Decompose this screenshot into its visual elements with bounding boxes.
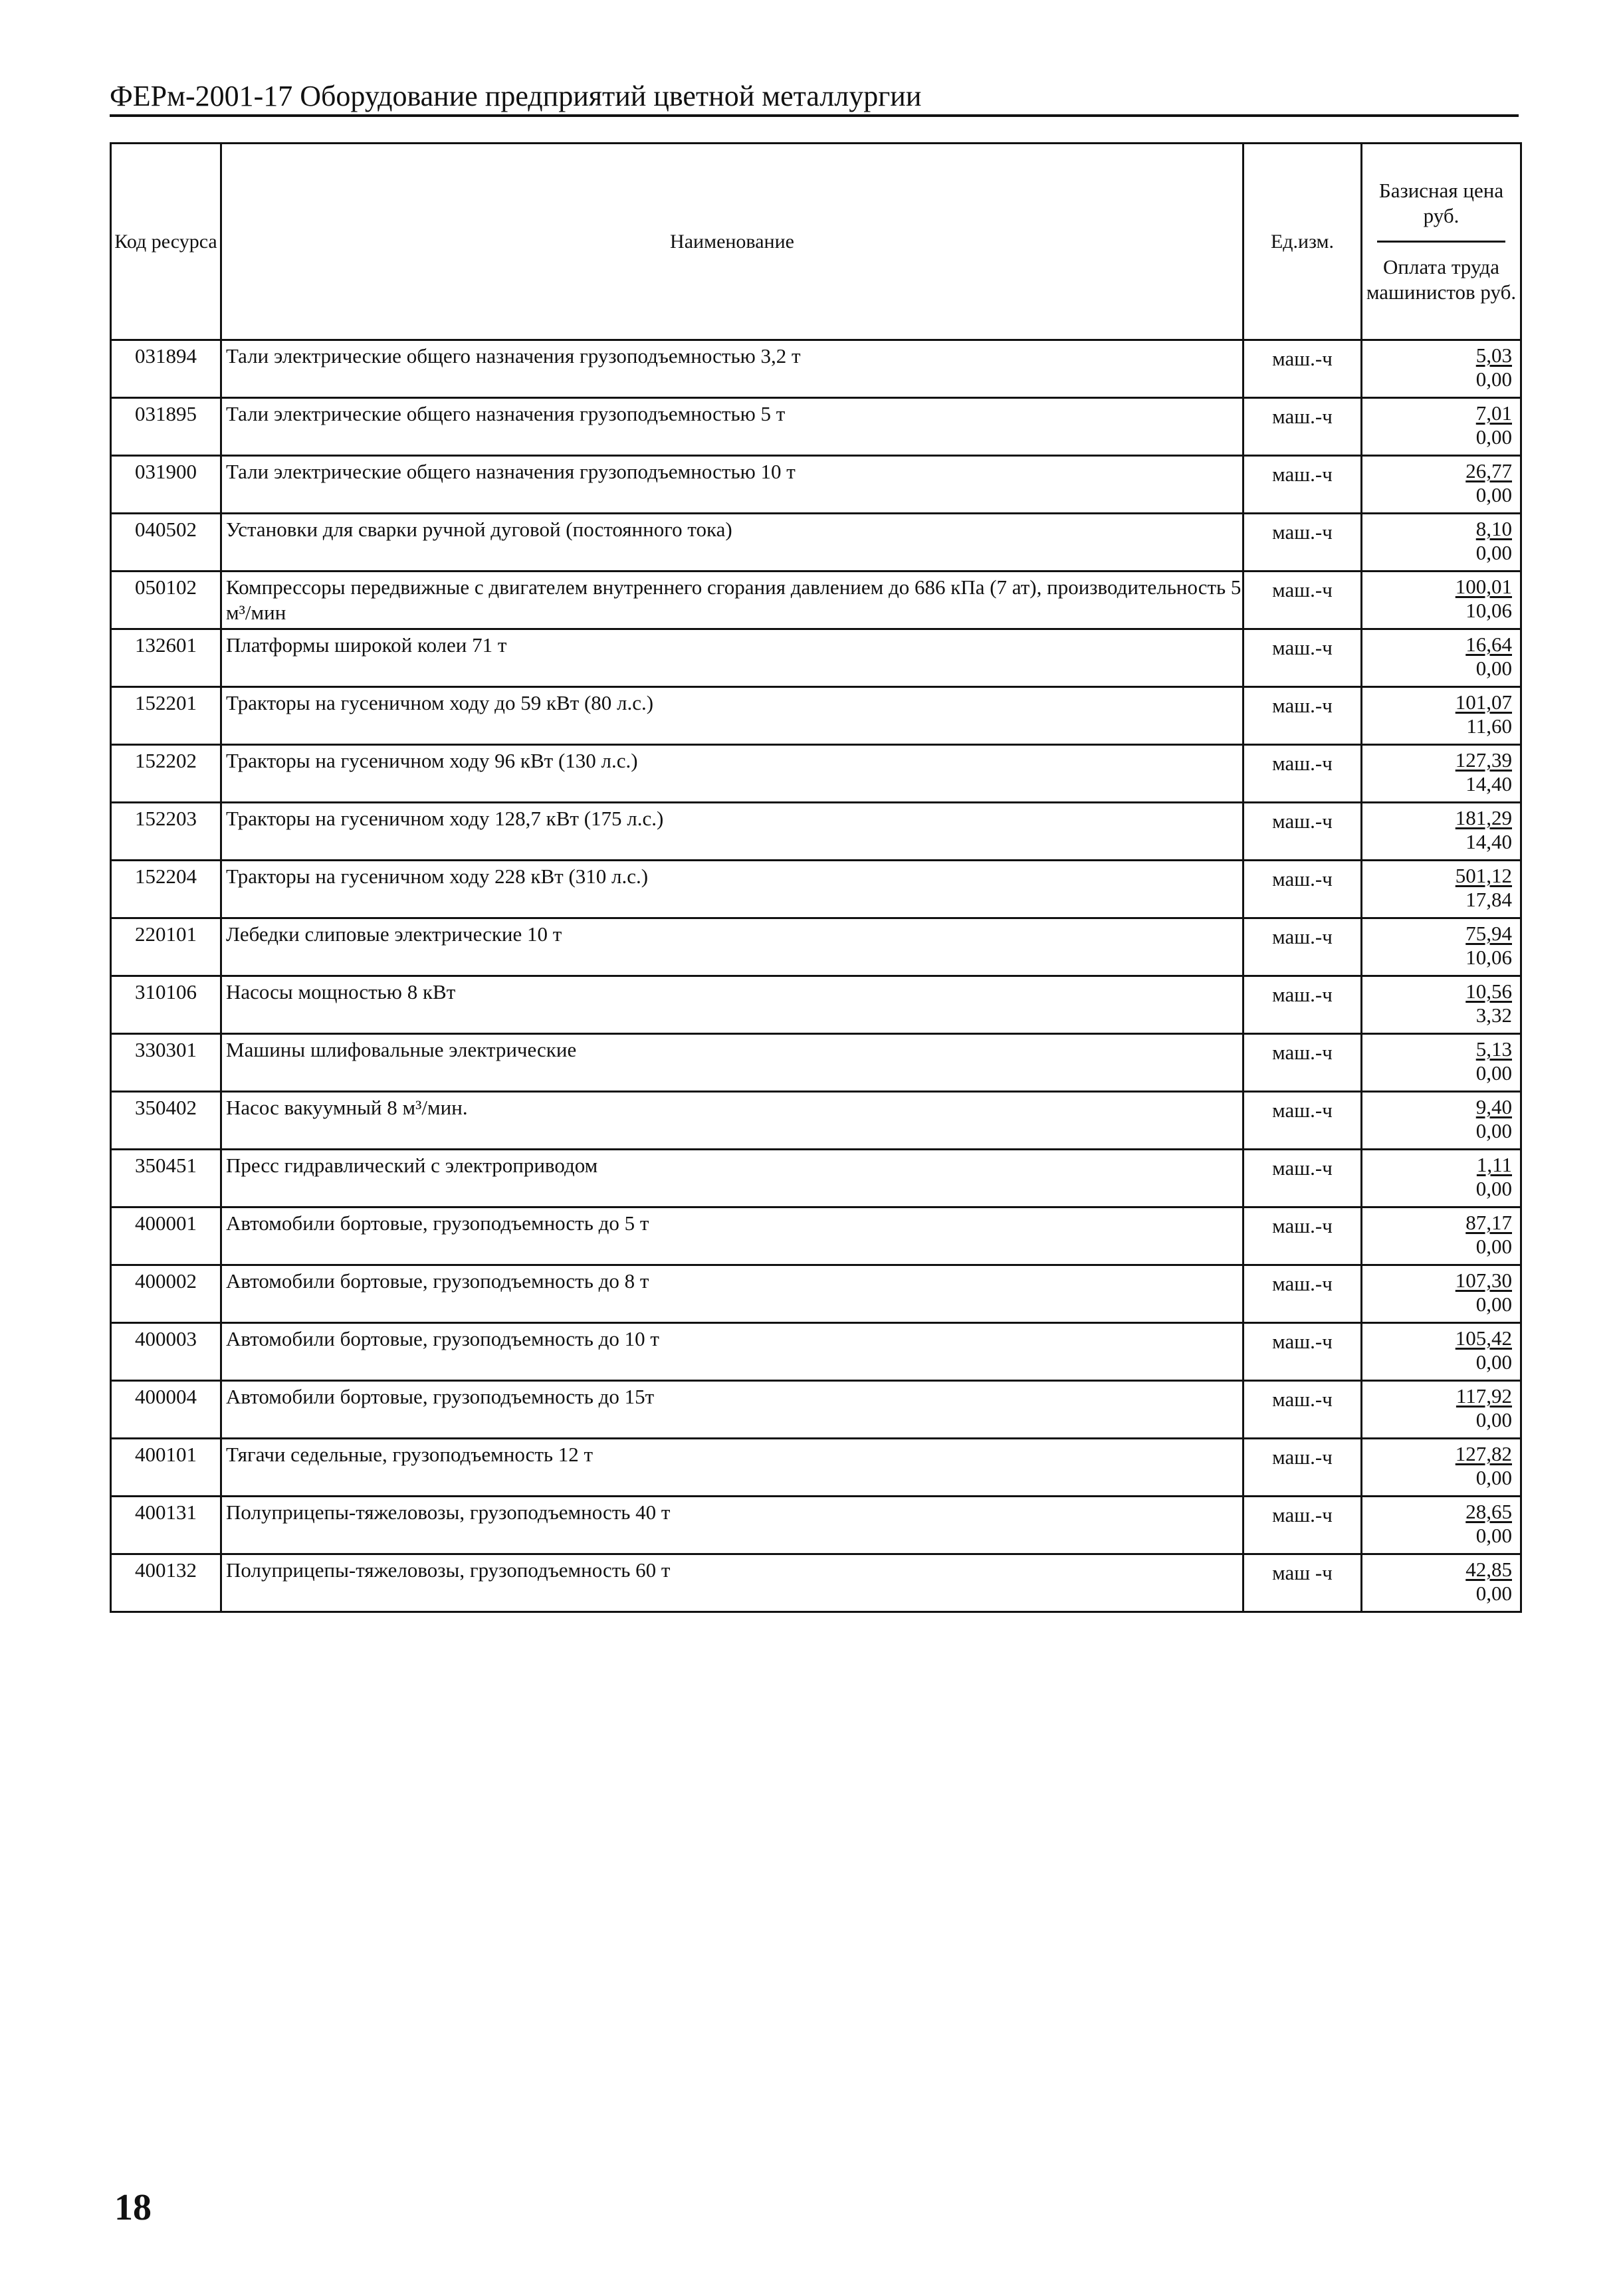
column-header-name: Наименование bbox=[221, 144, 1243, 340]
resource-unit: маш.-ч bbox=[1243, 1381, 1362, 1439]
base-price: 5,13 bbox=[1475, 1037, 1512, 1061]
resource-price-cell bbox=[1362, 1092, 1521, 1150]
resource-name: Полуприцепы-тяжеловозы, грузоподъемность 60 т bbox=[221, 1554, 1243, 1612]
base-price: 75,94 bbox=[1465, 922, 1512, 945]
base-price: 26,77 bbox=[1465, 459, 1512, 482]
resource-code: 400131 bbox=[111, 1497, 221, 1554]
resource-code: 031900 bbox=[111, 456, 221, 514]
table-row bbox=[111, 572, 1521, 629]
resource-price-cell bbox=[1362, 572, 1521, 629]
resource-price-cell bbox=[1362, 1439, 1521, 1497]
operator-pay: 0,00 bbox=[1475, 1408, 1512, 1431]
base-price: 42,85 bbox=[1465, 1558, 1512, 1581]
operator-pay: 0,00 bbox=[1475, 1524, 1512, 1547]
operator-pay: 11,60 bbox=[1466, 714, 1512, 738]
table-row bbox=[111, 1150, 1521, 1207]
base-price: 28,65 bbox=[1465, 1500, 1512, 1523]
table-row bbox=[111, 1381, 1521, 1439]
resource-price-cell bbox=[1362, 1323, 1521, 1381]
resource-unit: маш.-ч bbox=[1243, 803, 1362, 861]
resource-code: 031895 bbox=[111, 398, 221, 456]
table-row bbox=[111, 398, 1521, 456]
resource-name: Тракторы на гусеничном ходу 228 кВт (310 л.с.) bbox=[221, 861, 1243, 918]
resource-name: Полуприцепы-тяжеловозы, грузоподъемность 40 т bbox=[221, 1497, 1243, 1554]
table-row bbox=[111, 1323, 1521, 1381]
resource-price-cell bbox=[1362, 1497, 1521, 1554]
base-price: 87,17 bbox=[1465, 1211, 1512, 1234]
resource-code: 132601 bbox=[111, 629, 221, 687]
base-price: 1,11 bbox=[1476, 1153, 1512, 1176]
table-row bbox=[111, 687, 1521, 745]
resource-name: Тягачи седельные, грузоподъемность 12 т bbox=[221, 1439, 1243, 1497]
resource-unit: маш.-ч bbox=[1243, 1034, 1362, 1092]
resource-name: Насос вакуумный 8 м³/мин. bbox=[221, 1092, 1243, 1150]
column-header-unit: Ед.изм. bbox=[1243, 144, 1362, 340]
operator-pay: 10,06 bbox=[1465, 599, 1512, 622]
column-header-operator-pay: Оплата труда машинистов руб. bbox=[1366, 255, 1517, 304]
resource-price-cell bbox=[1362, 1150, 1521, 1207]
base-price: 501,12 bbox=[1455, 864, 1512, 887]
resource-unit: маш.-ч bbox=[1243, 1265, 1362, 1323]
resource-unit: маш.-ч bbox=[1243, 918, 1362, 976]
column-header-base-price: Базисная цена руб. bbox=[1377, 178, 1505, 243]
resource-unit: маш.-ч bbox=[1243, 745, 1362, 803]
resource-code: 220101 bbox=[111, 918, 221, 976]
base-price: 9,40 bbox=[1475, 1095, 1512, 1118]
base-price: 8,10 bbox=[1475, 517, 1512, 540]
resource-code: 031894 bbox=[111, 340, 221, 398]
document-header: ФЕРм-2001-17 Оборудование предприятий цветной металлургии bbox=[110, 80, 1519, 117]
resource-unit: маш.-ч bbox=[1243, 340, 1362, 398]
resource-code: 400132 bbox=[111, 1554, 221, 1612]
resource-unit: маш.-ч bbox=[1243, 456, 1362, 514]
operator-pay: 0,00 bbox=[1475, 367, 1512, 391]
base-price: 16,64 bbox=[1465, 633, 1512, 656]
column-header-price bbox=[1362, 144, 1521, 340]
resource-code: 400004 bbox=[111, 1381, 221, 1439]
table-row bbox=[111, 1034, 1521, 1092]
operator-pay: 0,00 bbox=[1475, 1235, 1512, 1258]
base-price: 127,82 bbox=[1455, 1442, 1512, 1465]
resource-unit: маш.-ч bbox=[1243, 687, 1362, 745]
resource-name: Автомобили бортовые, грузоподъемность до 8 т bbox=[221, 1265, 1243, 1323]
resource-name: Лебедки слиповые электрические 10 т bbox=[221, 918, 1243, 976]
resource-unit: маш.-ч bbox=[1243, 1439, 1362, 1497]
operator-pay: 0,00 bbox=[1475, 1582, 1512, 1605]
table-body bbox=[111, 340, 1521, 1612]
resource-name: Пресс гидравлический с электроприводом bbox=[221, 1150, 1243, 1207]
table-row bbox=[111, 803, 1521, 861]
resource-price-cell bbox=[1362, 918, 1521, 976]
resource-name: Насосы мощностью 8 кВт bbox=[221, 976, 1243, 1034]
resource-name: Тали электрические общего назначения грузоподъемностью 5 т bbox=[221, 398, 1243, 456]
resource-name: Платформы широкой колеи 71 т bbox=[221, 629, 1243, 687]
resource-unit: маш.-ч bbox=[1243, 1497, 1362, 1554]
resource-name: Автомобили бортовые, грузоподъемность до 5 т bbox=[221, 1207, 1243, 1265]
resource-name: Тракторы на гусеничном ходу 96 кВт (130 л.с.) bbox=[221, 745, 1243, 803]
table-row bbox=[111, 861, 1521, 918]
resource-name: Автомобили бортовые, грузоподъемность до 15т bbox=[221, 1381, 1243, 1439]
resource-code: 152204 bbox=[111, 861, 221, 918]
table-row bbox=[111, 745, 1521, 803]
resource-price-cell bbox=[1362, 340, 1521, 398]
table-row bbox=[111, 1497, 1521, 1554]
base-price: 105,42 bbox=[1455, 1326, 1512, 1350]
resource-unit: маш.-ч bbox=[1243, 976, 1362, 1034]
table-row bbox=[111, 514, 1521, 572]
resource-unit: маш.-ч bbox=[1243, 1092, 1362, 1150]
operator-pay: 0,00 bbox=[1475, 1119, 1512, 1142]
resource-price-cell bbox=[1362, 629, 1521, 687]
resource-price-cell bbox=[1362, 514, 1521, 572]
table-row bbox=[111, 456, 1521, 514]
table-row bbox=[111, 976, 1521, 1034]
page-number: 18 bbox=[114, 2187, 152, 2228]
base-price: 10,56 bbox=[1465, 980, 1512, 1003]
column-header-code: Код ресурса bbox=[111, 144, 221, 340]
operator-pay: 0,00 bbox=[1475, 425, 1512, 449]
resource-unit: маш.-ч bbox=[1243, 629, 1362, 687]
table-row bbox=[111, 1439, 1521, 1497]
resource-code: 330301 bbox=[111, 1034, 221, 1092]
operator-pay: 0,00 bbox=[1475, 657, 1512, 680]
resource-price-cell bbox=[1362, 398, 1521, 456]
resource-price-cell bbox=[1362, 1034, 1521, 1092]
resource-price-cell bbox=[1362, 456, 1521, 514]
base-price: 107,30 bbox=[1455, 1269, 1512, 1292]
table-row bbox=[111, 629, 1521, 687]
resource-unit: маш -ч bbox=[1243, 1554, 1362, 1612]
resource-price-cell bbox=[1362, 687, 1521, 745]
resource-unit: маш.-ч bbox=[1243, 572, 1362, 629]
resource-code: 400002 bbox=[111, 1265, 221, 1323]
table-row bbox=[111, 1265, 1521, 1323]
resource-code: 152201 bbox=[111, 687, 221, 745]
base-price: 5,03 bbox=[1475, 344, 1512, 367]
resource-code: 040502 bbox=[111, 514, 221, 572]
base-price: 7,01 bbox=[1475, 401, 1512, 425]
resource-name: Тракторы на гусеничном ходу до 59 кВт (80 л.с.) bbox=[221, 687, 1243, 745]
resource-price-cell bbox=[1362, 1554, 1521, 1612]
resource-code: 310106 bbox=[111, 976, 221, 1034]
resource-price-cell bbox=[1362, 803, 1521, 861]
resource-unit: маш.-ч bbox=[1243, 1207, 1362, 1265]
table-header-row bbox=[111, 144, 1521, 340]
base-price: 127,39 bbox=[1455, 748, 1512, 772]
resource-price-cell bbox=[1362, 861, 1521, 918]
resource-price-cell bbox=[1362, 976, 1521, 1034]
table-row bbox=[111, 1207, 1521, 1265]
operator-pay: 0,00 bbox=[1475, 1293, 1512, 1316]
base-price: 117,92 bbox=[1456, 1384, 1512, 1408]
operator-pay: 14,40 bbox=[1465, 830, 1512, 853]
resource-unit: маш.-ч bbox=[1243, 398, 1362, 456]
operator-pay: 17,84 bbox=[1465, 888, 1512, 911]
resource-code: 152203 bbox=[111, 803, 221, 861]
resource-price-cell bbox=[1362, 1381, 1521, 1439]
resource-code: 050102 bbox=[111, 572, 221, 629]
operator-pay: 0,00 bbox=[1475, 1350, 1512, 1374]
resource-table bbox=[110, 142, 1522, 1613]
resource-unit: маш.-ч bbox=[1243, 861, 1362, 918]
resource-name: Тали электрические общего назначения грузоподъемностью 10 т bbox=[221, 456, 1243, 514]
operator-pay: 0,00 bbox=[1475, 1466, 1512, 1489]
resource-name: Тали электрические общего назначения грузоподъемностью 3,2 т bbox=[221, 340, 1243, 398]
resource-name: Тракторы на гусеничном ходу 128,7 кВт (175 л.с.) bbox=[221, 803, 1243, 861]
resource-code: 400003 bbox=[111, 1323, 221, 1381]
resource-price-cell bbox=[1362, 1265, 1521, 1323]
base-price: 181,29 bbox=[1455, 806, 1512, 829]
resource-price-cell bbox=[1362, 1207, 1521, 1265]
resource-name: Установки для сварки ручной дуговой (постоянного тока) bbox=[221, 514, 1243, 572]
resource-unit: маш.-ч bbox=[1243, 1150, 1362, 1207]
operator-pay: 14,40 bbox=[1465, 772, 1512, 795]
resource-price-cell bbox=[1362, 745, 1521, 803]
resource-code: 350451 bbox=[111, 1150, 221, 1207]
table-row bbox=[111, 340, 1521, 398]
operator-pay: 0,00 bbox=[1475, 1061, 1512, 1085]
operator-pay: 10,06 bbox=[1465, 946, 1512, 969]
resource-code: 400001 bbox=[111, 1207, 221, 1265]
operator-pay: 3,32 bbox=[1475, 1003, 1512, 1027]
base-price: 101,07 bbox=[1455, 690, 1512, 714]
resource-unit: маш.-ч bbox=[1243, 1323, 1362, 1381]
resource-code: 152202 bbox=[111, 745, 221, 803]
table-row bbox=[111, 918, 1521, 976]
resource-unit: маш.-ч bbox=[1243, 514, 1362, 572]
operator-pay: 0,00 bbox=[1475, 541, 1512, 564]
table-row bbox=[111, 1092, 1521, 1150]
operator-pay: 0,00 bbox=[1475, 483, 1512, 506]
table-row bbox=[111, 1554, 1521, 1612]
resource-name: Машины шлифовальные электрические bbox=[221, 1034, 1243, 1092]
resource-name: Компрессоры передвижные с двигателем внутреннего сгорания давлением до 686 кПа (7 ат), производительность 5 м³/мин bbox=[221, 572, 1243, 629]
resource-code: 350402 bbox=[111, 1092, 221, 1150]
operator-pay: 0,00 bbox=[1475, 1177, 1512, 1200]
resource-code: 400101 bbox=[111, 1439, 221, 1497]
resource-name: Автомобили бортовые, грузоподъемность до 10 т bbox=[221, 1323, 1243, 1381]
base-price: 100,01 bbox=[1455, 575, 1512, 598]
